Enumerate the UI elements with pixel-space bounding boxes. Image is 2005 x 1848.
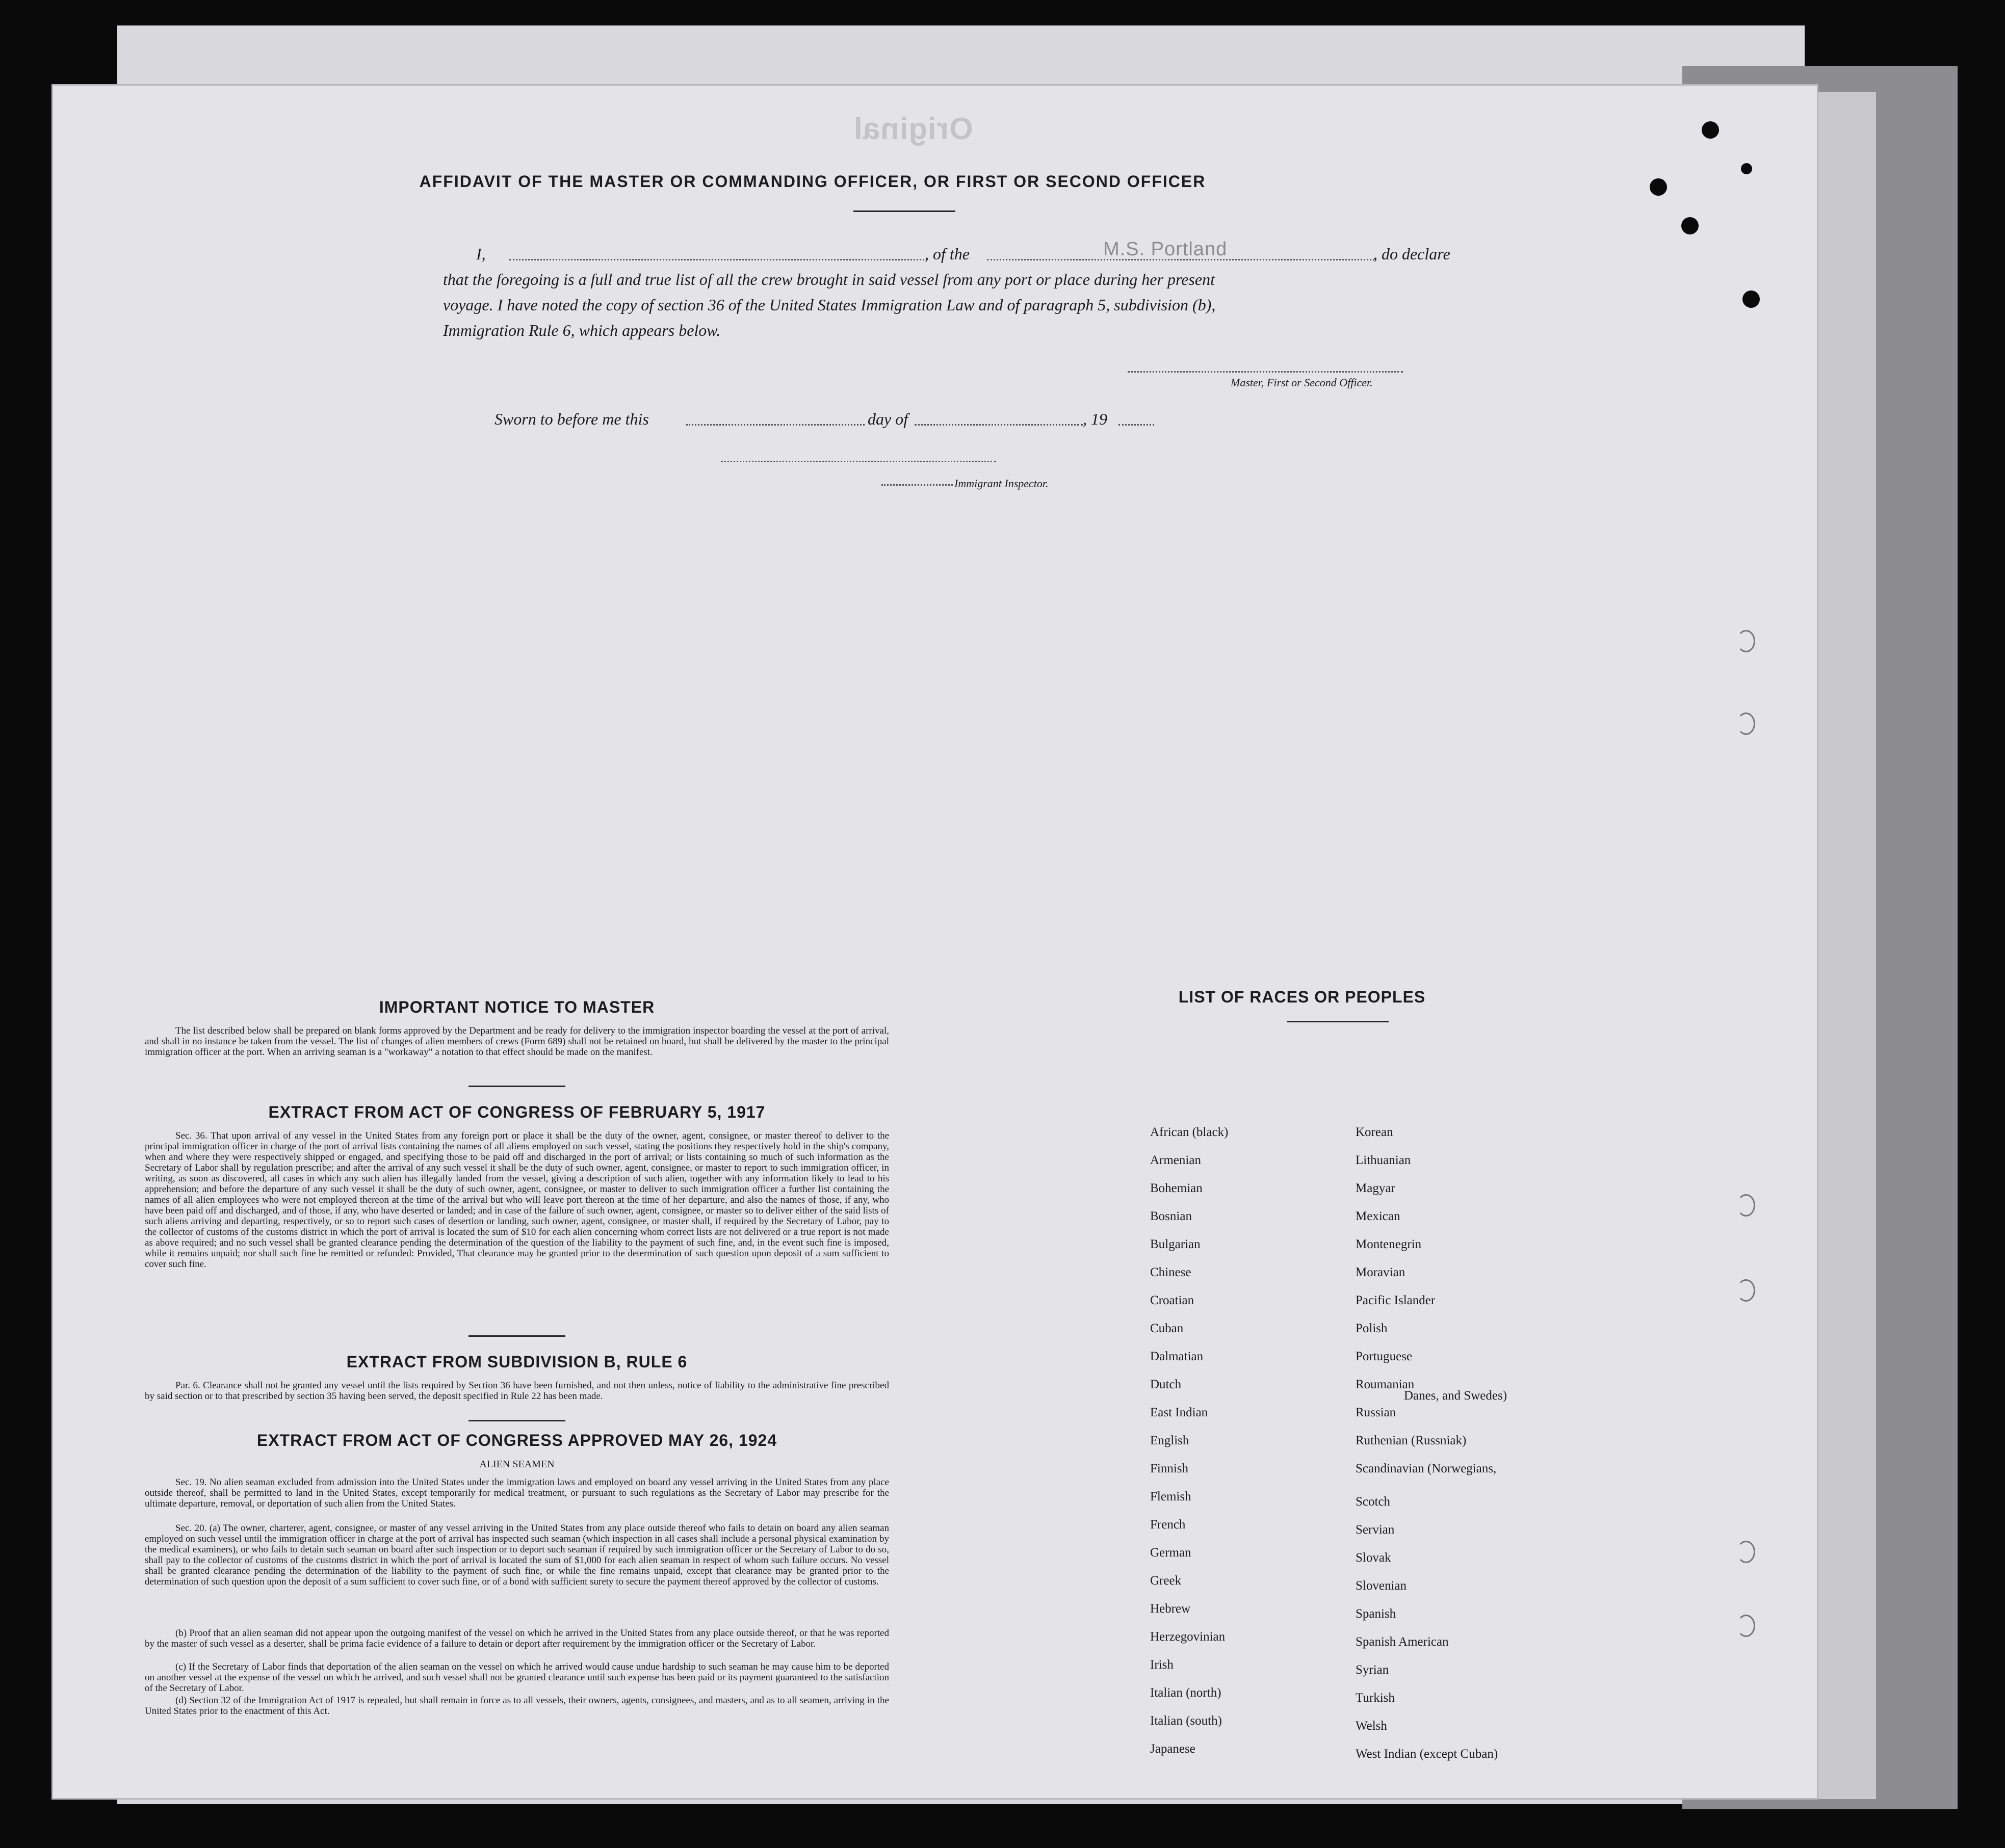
race-item: French: [1150, 1518, 1186, 1532]
race-item: Turkish: [1356, 1691, 1395, 1705]
race-item: Bulgarian: [1150, 1237, 1201, 1251]
bleed-through-stamp: Original: [853, 112, 973, 146]
race-item: German: [1150, 1546, 1191, 1560]
sworn-year-field[interactable]: [1118, 424, 1154, 426]
notice-body: The list described below shall be prepared on blank forms approved by the Department and be ready for delivery to the immigration inspector boarding the vessel at the port of arrival, and shall in no instance be taken from the vessel. The list of changes of alien members of crews (Form 689) shall not be retained on board, but shall be delivered by the master to the principal immigration officer at the port. When an arriving seaman is a "workaway" a notation to that effect should be made on the manifest.: [145, 1025, 889, 1058]
race-item: Bohemian: [1150, 1181, 1203, 1195]
sworn-text: Sworn to before me this: [494, 410, 649, 428]
binder-ring-mark: [1737, 1194, 1755, 1217]
affidavit-line4: Immigration Rule 6, which appears below.: [443, 321, 721, 339]
document-page: [53, 86, 1817, 1798]
races-title: LIST OF RACES OR PEOPLES: [1178, 988, 1426, 1006]
race-item: Italian (north): [1150, 1686, 1221, 1700]
sworn-year-prefix: , 19: [1083, 410, 1107, 428]
extract-1924-subtitle: ALIEN SEAMEN: [479, 1459, 555, 1470]
extract-1924-sec20c: (c) If the Secretary of Labor finds that deportation of the alien seaman on the vessel on which he arrived would cause undue hardship to such seaman he may cause him to be deported on another vessel at the expense of the vessel on which he arrived, and such vessel shall not be granted clearance until such expense has been paid or its payment guaranteed to the satisfaction of the Secretary of Labor.: [145, 1661, 889, 1694]
race-item: Italian (south): [1150, 1714, 1222, 1728]
affidavit-declare: , do declare: [1373, 245, 1450, 263]
race-item: Magyar: [1356, 1181, 1395, 1195]
sworn-day-of: day of: [868, 410, 908, 428]
binder-ring-mark: [1737, 1541, 1755, 1563]
race-item: Cuban: [1150, 1322, 1184, 1335]
subdivision-b-title: EXTRACT FROM SUBDIVISION B, RULE 6: [346, 1353, 688, 1371]
subdivision-b-body: Par. 6. Clearance shall not be granted any vessel until the lists required by Section 36 have been furnished, and not then unless, notice of liability to the administrative fine prescribed by said section or to that prescribed by section 35 having been served, the deposit specified in Rule 22 has been made.: [145, 1380, 889, 1402]
officer-name-field[interactable]: [509, 259, 927, 260]
extract-1917-body: Sec. 36. That upon arrival of any vessel in the United States from any foreign port or place it shall be the duty of the owner, agent, consignee, or master thereof to deliver to the principal immigration officer in charge of the port of arrival lists containing the names of all aliens employed on such vessel, stating the positions they respectively hold in the ship's company, when and where they were respectively shipped or engaged, and specifying those to be paid off and discharged in the port of arrival; or lists containing so much of such information as the Secretary of Labor shall by regulation prescribe; and after the arrival of any such vessel it shall be the duty of such owner, agent, consignee, or master to report to such immigration officer, in writing, as soon as discovered, all cases in which any such alien has illegally landed from the vessel, giving a description of such alien, together with any information likely to lead to his apprehension; and before the departure of any such vessel it shall be the duty of such owner, agent, consignee, or master to deliver to such immigration officer a further list containing the names of all alien employees who were not employed thereon at the time of the arrival but who will leave port thereon at the time of her departure, and also the names of those, if any, who have been paid off and discharged, and of those, if any, who have deserted or landed; and in case of the failure of such owner, agent, consignee, or master so to deliver either of the said lists of such aliens arriving and departing, respectively, or so to report such cases of desertion or landing, such owner, agent, consignee, or master shall, if required by the Secretary of Labor, pay to the collector of customs of the customs district in which the port of arrival is located the sum of $10 for each alien concerning whom correct lists are not delivered or a true report is not made as above required; and no such vessel shall be granted clearance pending the determination of the question of the liability to the payment of such fine, and, in the event such fine is imposed, while it remains unpaid; nor shall such fine be remitted or refunded: Provided, That clearance may be granted prior to the determination of such question upon deposit of a sum sufficient to cover such fine.: [145, 1130, 889, 1270]
race-item: Chinese: [1150, 1265, 1191, 1279]
binder-ring-mark: [1737, 1615, 1755, 1637]
race-item: Welsh: [1356, 1719, 1387, 1733]
race-item: Dutch: [1150, 1378, 1182, 1391]
title-divider: [853, 210, 955, 212]
race-item: West Indian (except Cuban): [1356, 1747, 1498, 1761]
punch-hole: [1650, 178, 1667, 196]
race-item: Servian: [1356, 1523, 1395, 1537]
divider: [468, 1086, 565, 1087]
race-item: Flemish: [1150, 1490, 1191, 1503]
extract-1924-sec20b: (b) Proof that an alien seaman did not appear upon the outgoing manifest of the vessel on which he arrived in the United States from any place outside thereof, or that he was reported by the master of such vessel as a deserter, shall be prima facie evidence of a failure to detain or deport after requirement by the immigration officer or the Secretary of Labor.: [145, 1628, 889, 1649]
race-item: Croatian: [1150, 1293, 1194, 1307]
race-item: English: [1150, 1434, 1189, 1447]
extract-1924-sec20a: Sec. 20. (a) The owner, charterer, agent, consignee, or master of any vessel arriving in the United States from any place outside thereof who fails to detain on board any alien seaman employed on such vessel until the immigration officer in charge at the port of arrival has inspected such seaman (which inspection in all cases shall include a personal physical examination by the medical examiners), or who fails to detain such seaman on board after such inspection or to deport such seaman if required by such immigration officer or the Secretary of Labor to do so, shall pay to the collector of customs of the customs district in which the port of arrival is located the sum of $1,000 for each alien seaman in respect of whom such failure occurs. No vessel shall be granted clearance pending the determination of the liability to the payment of such fine, or while the fine remains unpaid, except that clearance may be granted prior to the determination of such question upon the deposit of a sum sufficient to cover such fine, or of a bond with sufficient surety to secure the payment thereof approved by the collector of customs.: [145, 1523, 889, 1587]
backing-sheet-edge: [1815, 92, 1876, 1799]
race-item: Irish: [1150, 1658, 1174, 1672]
race-item: Scandinavian (Norwegians,: [1356, 1462, 1497, 1475]
race-item: Pacific Islander: [1356, 1293, 1436, 1307]
race-item: African (black): [1150, 1125, 1229, 1139]
punch-hole: [1702, 121, 1719, 139]
extract-1917-title: EXTRACT FROM ACT OF CONGRESS OF FEBRUARY 5, 1917: [268, 1103, 766, 1121]
affidavit-title: AFFIDAVIT OF THE MASTER OR COMMANDING OFFICER, OR FIRST OR SECOND OFFICER: [419, 172, 1206, 191]
race-item: Danes, and Swedes): [1404, 1389, 1507, 1403]
extract-1924-sec19: Sec. 19. No alien seaman excluded from admission into the United States under the immigration laws and employed on board any vessel arriving in the United States from any place outside thereof, shall be permitted to land in the United States, except temporarily for medical treatment, or pursuant to such regulations as the Secretary of Labor may prescribe for the ultimate departure, removal, or deportation of such alien from the United States.: [145, 1477, 889, 1509]
race-item: Mexican: [1356, 1209, 1400, 1223]
race-item: Dalmatian: [1150, 1350, 1204, 1363]
race-item: Japanese: [1150, 1742, 1195, 1756]
race-item: Greek: [1150, 1574, 1182, 1588]
race-item: Finnish: [1150, 1462, 1189, 1475]
race-item: Scotch: [1356, 1495, 1391, 1509]
race-item: Polish: [1356, 1322, 1388, 1335]
race-item: East Indian: [1150, 1406, 1208, 1419]
divider: [468, 1420, 565, 1421]
race-item: Roumanian: [1356, 1378, 1415, 1391]
extract-1924-sec20d: (d) Section 32 of the Immigration Act of 1917 is repealed, but shall remain in force as to all vessels, their owners, agents, consignees, and masters, and as to all seamen, arriving in the United States prior to the enactment of this Act.: [145, 1695, 889, 1717]
race-item: Moravian: [1356, 1265, 1405, 1279]
race-item: Slovak: [1356, 1551, 1391, 1565]
race-item: Herzegovinian: [1150, 1630, 1226, 1644]
affidavit-of-the: , of the: [925, 245, 970, 263]
sworn-day-field[interactable]: [686, 424, 865, 426]
race-item: Syrian: [1356, 1663, 1389, 1677]
sworn-month-field[interactable]: [915, 424, 1083, 426]
race-item: Slovenian: [1356, 1579, 1407, 1593]
inspector-name-field[interactable]: [881, 484, 953, 486]
race-item: Russian: [1356, 1406, 1396, 1419]
race-item: Montenegrin: [1356, 1237, 1422, 1251]
divider: [468, 1335, 565, 1337]
punch-hole: [1741, 163, 1752, 174]
binder-ring-mark: [1737, 630, 1755, 652]
extract-1924-title: EXTRACT FROM ACT OF CONGRESS APPROVED MAY 26, 1924: [256, 1431, 777, 1449]
inspector-signature-field[interactable]: [721, 461, 996, 462]
notice-title: IMPORTANT NOTICE TO MASTER: [379, 998, 655, 1016]
affidavit-line3: voyage. I have noted the copy of section 36 of the United States Immigration Law and of paragraph 5, subdivision (b),: [443, 296, 1216, 314]
vessel-name-stamp: M.S. Portland: [1103, 239, 1228, 260]
punch-hole: [1742, 291, 1760, 308]
binder-ring-mark: [1737, 712, 1755, 735]
punch-hole: [1681, 217, 1699, 234]
master-signature-label: Master, First or Second Officer.: [1231, 376, 1373, 389]
race-item: Portuguese: [1356, 1350, 1413, 1363]
race-item: Lithuanian: [1356, 1153, 1411, 1167]
inspector-label: Immigrant Inspector.: [954, 477, 1049, 490]
race-item: Korean: [1356, 1125, 1393, 1139]
race-item: Spanish: [1356, 1607, 1396, 1621]
race-item: Armenian: [1150, 1153, 1201, 1167]
master-signature-field[interactable]: [1128, 371, 1403, 373]
race-item: Hebrew: [1150, 1602, 1191, 1616]
race-item: Bosnian: [1150, 1209, 1192, 1223]
binder-ring-mark: [1737, 1279, 1755, 1302]
races-divider: [1287, 1021, 1389, 1022]
affidavit-i: I,: [476, 245, 486, 263]
race-item: Ruthenian (Russniak): [1356, 1434, 1467, 1447]
race-item: Spanish American: [1356, 1635, 1449, 1649]
affidavit-line2: that the foregoing is a full and true list of all the crew brought in said vessel from any port or place during her present: [443, 270, 1215, 288]
